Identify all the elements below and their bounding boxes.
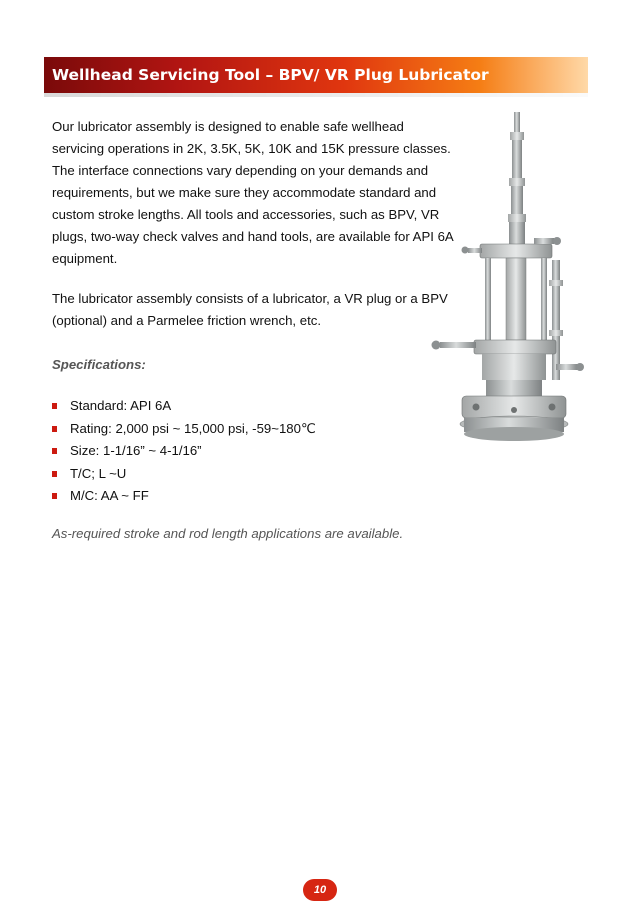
spec-item <box>52 395 316 418</box>
bullet-icon <box>52 448 57 454</box>
spec-text: M/C: AA ~ FF <box>70 488 149 503</box>
spec-item <box>52 485 316 508</box>
bullet-icon <box>52 493 57 499</box>
specifications-heading: Specifications: <box>52 357 146 372</box>
spec-text: Standard: API 6A <box>70 398 172 413</box>
intro-line: Our lubricator assembly is designed to enable safe wellhead <box>52 119 404 134</box>
intro-line: equipment. <box>52 251 118 266</box>
spec-item <box>52 463 316 486</box>
page-title: Wellhead Servicing Tool – BPV/ VR Plug Lubricator <box>52 66 489 84</box>
spec-text: Rating: 2,000 psi ~ 15,000 psi, -59~180℃ <box>70 420 316 436</box>
spec-text: T/C; L ~U <box>70 465 127 481</box>
assembly-line: (optional) and a Parmelee friction wrench, etc. <box>52 313 322 328</box>
closing-note: As-required stroke and rod length applications are available. <box>52 526 404 541</box>
page-number-badge: 10 <box>303 879 337 901</box>
spec-item <box>52 440 316 463</box>
spec-text: Size: 1-1/16” ~ 4-1/16” <box>70 443 202 458</box>
intro-line: plugs, two-way check valves and hand tools, are available for API 6A <box>52 229 454 244</box>
intro-paragraph <box>52 116 462 270</box>
intro-line: custom stroke lengths. All tools and accessories, such as BPV, VR <box>52 207 440 222</box>
bullet-icon <box>52 403 57 409</box>
bullet-icon <box>52 426 57 432</box>
assembly-line: The lubricator assembly consists of a lubricator, a VR plug or a BPV <box>52 291 448 306</box>
spec-item <box>52 418 316 441</box>
intro-line: The interface connections vary depending on your demands and <box>52 163 429 178</box>
title-bar-shadow <box>44 93 588 97</box>
specifications-list <box>52 395 316 508</box>
lubricator-assembly-photo <box>410 110 585 450</box>
assembly-paragraph <box>52 288 462 332</box>
intro-line: requirements, but we make sure they accommodate standard and <box>52 185 437 200</box>
page-title-bar <box>44 57 588 93</box>
bullet-icon <box>52 471 57 477</box>
intro-line: servicing operations in 2K, 3.5K, 5K, 10K and 15K pressure classes. <box>52 141 451 156</box>
